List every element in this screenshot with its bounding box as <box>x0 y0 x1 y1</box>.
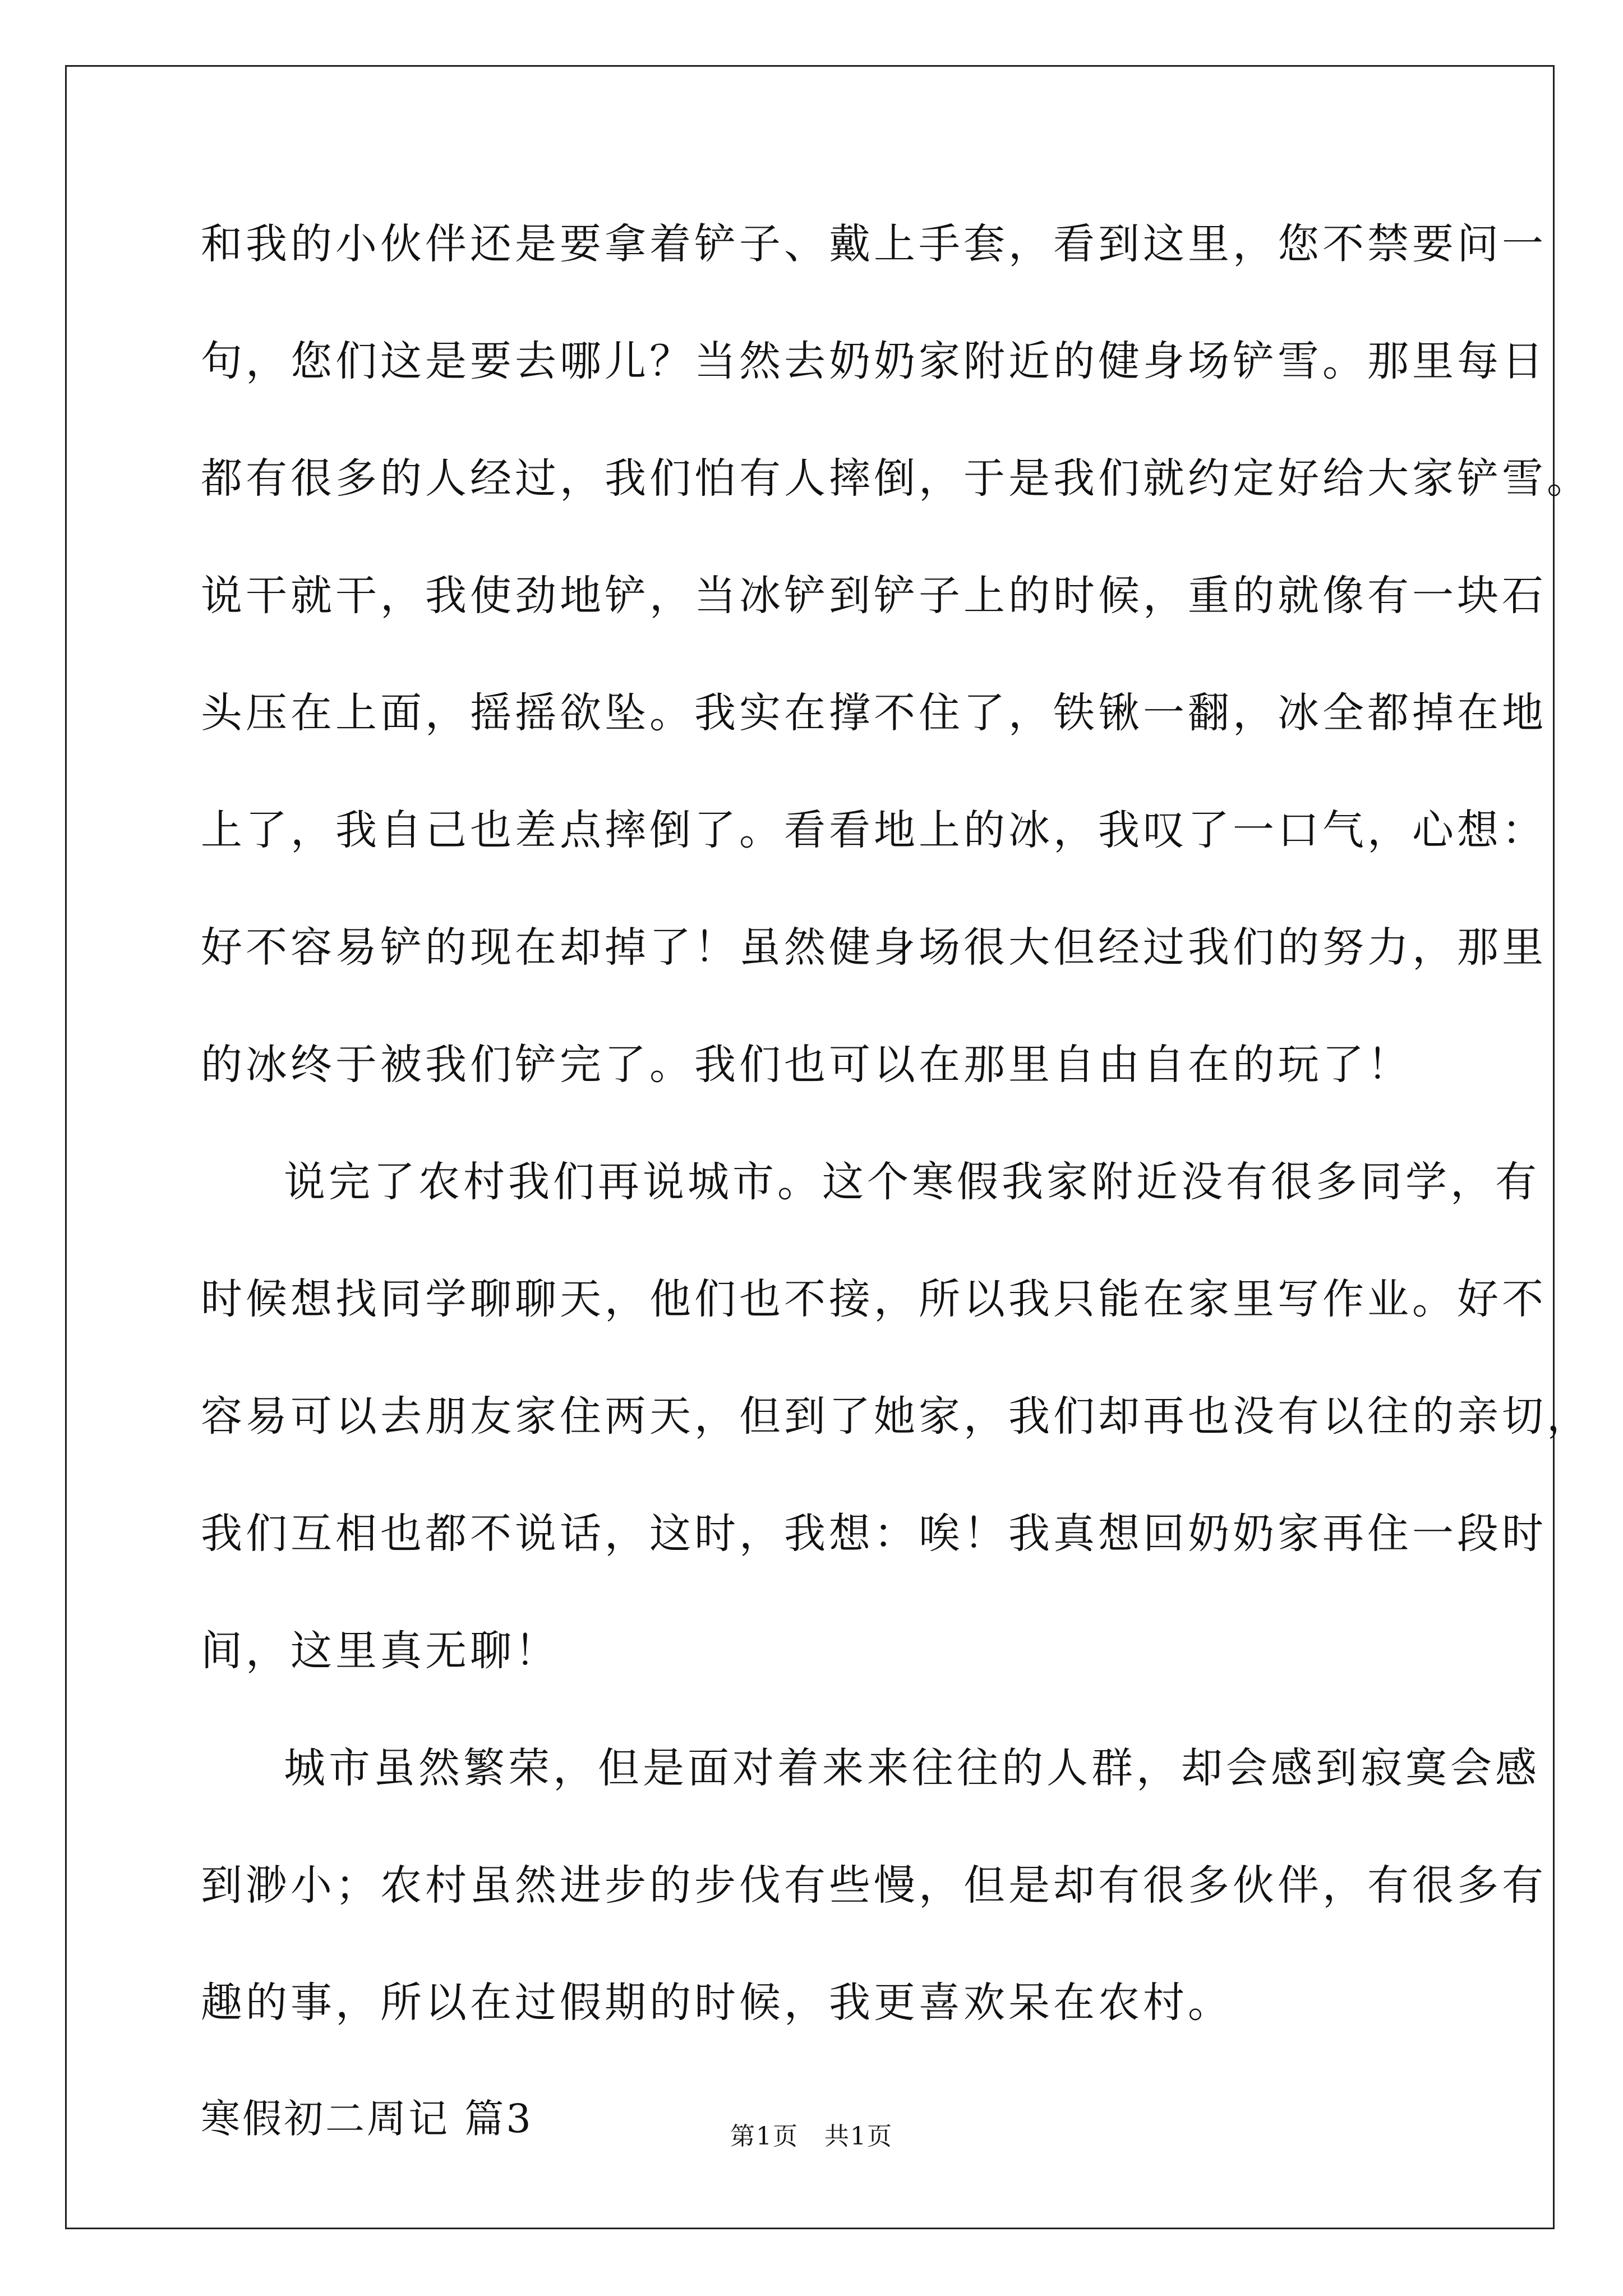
text-line: 和我的小伙伴还是要拿着铲子、戴上手套，看到这里，您不禁要问一 <box>201 220 1547 268</box>
text-line: 容易可以去朋友家住两天，但到了她家，我们却再也没有以往的亲切， <box>201 1392 1592 1441</box>
text-line: 到渺小；农村虽然进步的步伐有些慢，但是却有很多伙伴，有很多有 <box>201 1861 1547 1910</box>
section-heading: 寒假初二周记 篇3 <box>201 2096 533 2142</box>
text-line: 说完了农村我们再说城市。这个寒假我家附近没有很多同学，有 <box>284 1158 1540 1206</box>
text-line: 间，这里真无聊！ <box>201 1627 560 1675</box>
text-line: 好不容易铲的现在却掉了！虽然健身场很大但经过我们的努力，那里 <box>201 923 1547 972</box>
text-line: 说干就干，我使劲地铲，当冰铲到铲子上的时候，重的就像有一块石 <box>201 572 1547 620</box>
text-line: 头压在上面，摇摇欲坠。我实在撑不住了，铁锹一翻，冰全都掉在地 <box>201 689 1547 737</box>
text-line: 都有很多的人经过，我们怕有人摔倒，于是我们就约定好给大家铲雪。 <box>201 454 1592 503</box>
page-number: 第1页 共1页 <box>730 2122 893 2151</box>
text-line: 上了，我自己也差点摔倒了。看看地上的冰，我叹了一口气，心想： <box>201 806 1547 854</box>
text-line: 句，您们这是要去哪儿？当然去奶奶家附近的健身场铲雪。那里每日 <box>201 337 1547 385</box>
text-line: 趣的事，所以在过假期的时候，我更喜欢呆在农村。 <box>201 1978 1233 2027</box>
text-line: 我们互相也都不说话，这时，我想：唉！我真想回奶奶家再住一段时 <box>201 1510 1547 1558</box>
text-line: 城市虽然繁荣，但是面对着来来往往的人群，却会感到寂寞会感 <box>284 1744 1540 1792</box>
page-footer <box>0 2120 1623 2154</box>
text-line: 时候想找同学聊聊天，他们也不接，所以我只能在家里写作业。好不 <box>201 1275 1547 1323</box>
text-line: 的冰终于被我们铲完了。我们也可以在那里自由自在的玩了！ <box>201 1041 1412 1089</box>
